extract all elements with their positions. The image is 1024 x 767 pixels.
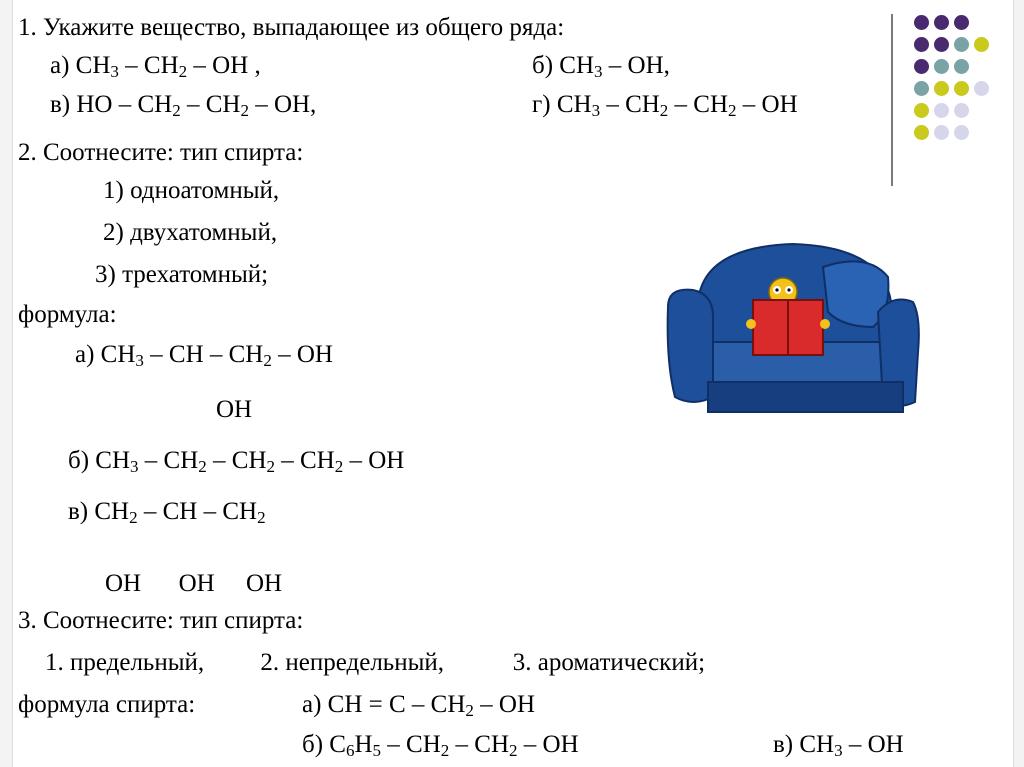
formula-part: – OH , [187, 52, 261, 79]
subscript: 2 [659, 101, 669, 120]
formula-part: – CH [381, 731, 441, 758]
formula-part: – OH, [248, 91, 317, 118]
subscript: 2 [509, 741, 518, 760]
q1-option-b [532, 51, 670, 81]
formula-part: H [354, 731, 373, 758]
decorative-dot [934, 125, 949, 140]
q2-title: 2. Соотнесите: тип спирта: [18, 139, 304, 166]
subscript: 3 [591, 101, 601, 120]
subscript: 3 [130, 457, 139, 476]
formula-part: – CH [206, 447, 267, 474]
formula-part: б) CH [68, 447, 131, 474]
q3-formula-label: формула спирта: [18, 691, 196, 718]
q2-formula-v-oh: OH OH OH [105, 570, 283, 597]
formula-part: – OH, [602, 52, 670, 79]
decorative-dot [914, 37, 929, 52]
formula-part: – CH [138, 447, 199, 474]
decorative-dot [954, 125, 969, 140]
decorative-dot [914, 15, 929, 30]
decorative-dot [954, 81, 969, 96]
subscript: 2 [263, 351, 272, 370]
q2-formula-a-oh: OH [216, 396, 253, 423]
decorative-dot [954, 103, 969, 118]
formula-part: – OH [736, 91, 798, 118]
q1-option-a [50, 51, 261, 81]
subscript: 2 [465, 701, 474, 720]
subscript: 3 [834, 741, 843, 760]
subscript: 2 [172, 101, 181, 120]
decorative-dot [934, 103, 949, 118]
q1-option-g [532, 90, 798, 120]
formula-part: – CH – CH [137, 498, 258, 525]
formula-part: г) CH [532, 91, 592, 118]
q3-types: 1. предельный, 2. непредельный, 3. ароматический; [45, 649, 706, 676]
subscript: 2 [334, 457, 344, 476]
q2-type-3: 3) трехатомный; [95, 261, 269, 288]
decorative-vertical-line [891, 14, 893, 186]
subscript: 6 [345, 741, 355, 760]
q3-formula-b [302, 730, 579, 760]
subscript: 2 [257, 508, 266, 527]
subscript: 2 [440, 741, 450, 760]
decorative-dot [954, 15, 969, 30]
subscript: 2 [240, 101, 249, 120]
decorative-dot [974, 81, 989, 96]
q2-type-1: 1) одноатомный, [103, 177, 280, 204]
decorative-dot [934, 81, 949, 96]
decorative-dot [914, 125, 929, 140]
q2-formula-b [68, 446, 404, 476]
decorative-dot [914, 103, 929, 118]
sofa-illustration [663, 232, 923, 422]
decorative-dot [954, 59, 969, 74]
formula-part: – CH – CH [143, 341, 264, 368]
decorative-dot [974, 37, 989, 52]
slide-right-border [1013, 0, 1024, 767]
slide-left-border [0, 0, 13, 767]
formula-part: а) CH [75, 341, 136, 368]
formula-part: а) CH [50, 52, 111, 79]
subscript: 3 [135, 351, 144, 370]
q2-formula-v [68, 497, 266, 527]
formula-part: – CH [118, 52, 179, 79]
decorative-dot [934, 59, 949, 74]
formula-part: – CH [600, 91, 660, 118]
formula-part: – CH [668, 91, 729, 118]
q1-option-v [50, 90, 316, 120]
decorative-dot [914, 59, 929, 74]
q2-formula-label: формула: [18, 301, 117, 328]
formula-part: – OH [343, 447, 405, 474]
formula-part: – CH [275, 447, 335, 474]
formula-part: – OH [842, 731, 904, 758]
q1-title: 1. Укажите вещество, выпадающее из общего ряда: [18, 14, 565, 41]
decorative-dot [934, 37, 949, 52]
decorative-dot [954, 37, 969, 52]
q3-formula-v [773, 730, 904, 760]
formula-part: в) HO – CH [50, 91, 173, 118]
formula-part: – CH [449, 731, 510, 758]
formula-part: – CH [180, 91, 241, 118]
subscript: 2 [266, 457, 275, 476]
decorative-dot [914, 81, 929, 96]
q2-type-2: 2) двухатомный, [103, 219, 278, 246]
formula-part: б) C [302, 731, 346, 758]
subscript: 3 [594, 62, 603, 81]
formula-part: – OH [271, 341, 333, 368]
formula-part: б) CH [532, 52, 595, 79]
formula-part: в) CH [68, 498, 130, 525]
subscript: 3 [110, 62, 119, 81]
subscript: 2 [129, 508, 138, 527]
formula-part: в) CH [773, 731, 835, 758]
subscript: 2 [178, 62, 188, 81]
formula-part: – OH [473, 691, 536, 718]
subscript: 2 [198, 457, 207, 476]
q3-formula-a [302, 690, 535, 720]
formula-part: а) CH = C – CH [302, 691, 466, 718]
q3-title: 3. Соотнесите: тип спирта: [18, 607, 304, 634]
subscript: 2 [728, 101, 737, 120]
q2-formula-a [75, 340, 333, 370]
subscript: 5 [372, 741, 382, 760]
formula-part: – OH [517, 731, 579, 758]
decorative-dot [934, 15, 949, 30]
